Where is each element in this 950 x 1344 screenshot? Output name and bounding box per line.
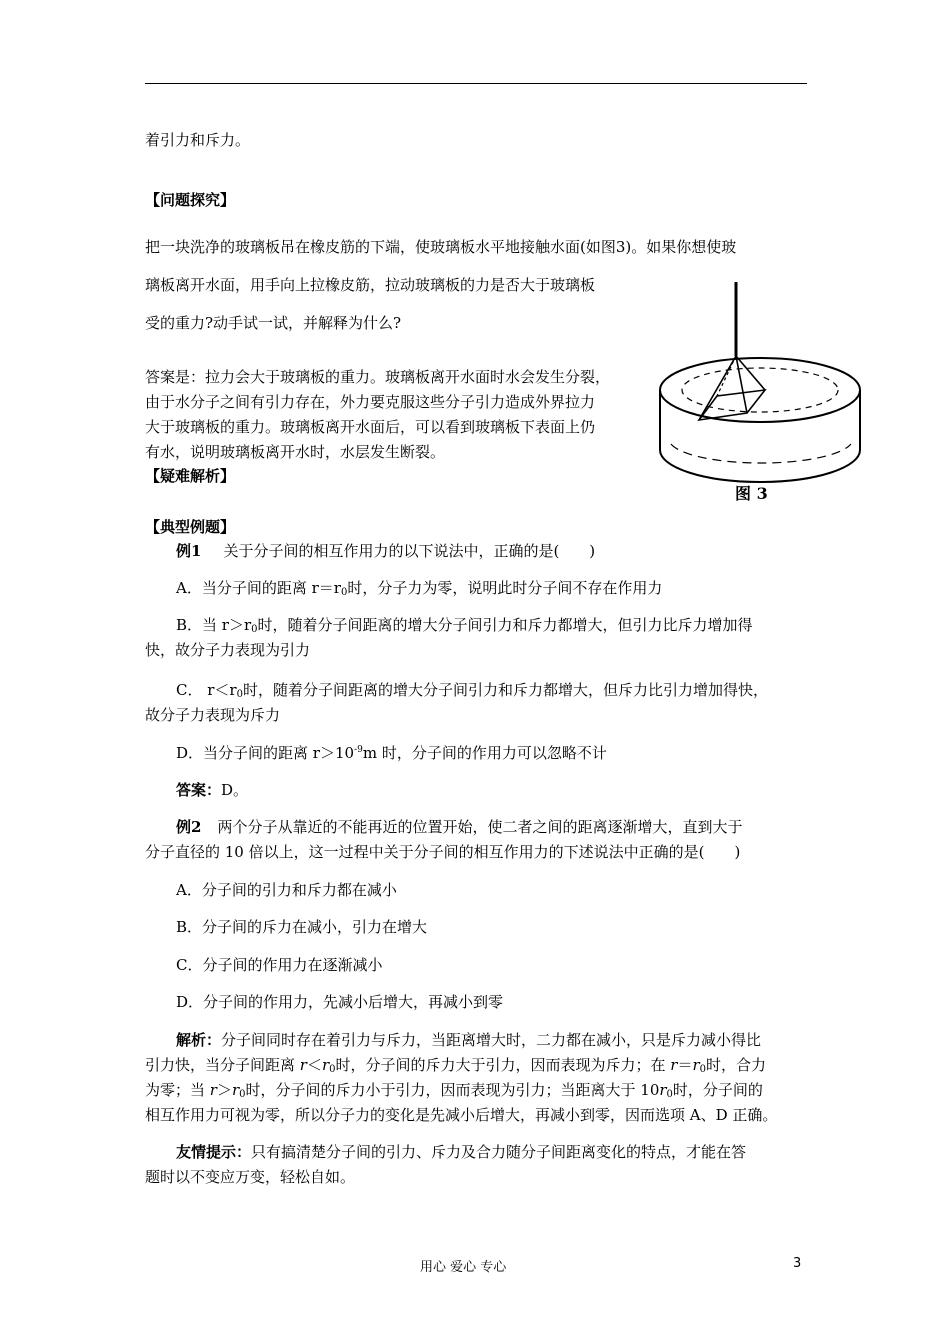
example-1-question: 关于分子间的相互作用力的以下说法中，正确的是( ) xyxy=(223,542,596,560)
example-1-option-d: D．当分子间的距离 $r>10^{-9}m$ 时，分子间的作用力可以忽略不计 xyxy=(176,744,607,762)
analysis-line-4: 相互作用力可视为零，所以分子力的变化是先减小后增大，再减小到零，因而选项 A、D 正确。 xyxy=(145,1106,778,1124)
example-1-option-b-line-2: 快，故分子力表现为引力 xyxy=(145,641,311,659)
answer-line-4: 有水，说明玻璃板离开水时，水层发生断裂。 xyxy=(145,443,446,461)
answer-line-2: 由于水分子之间有引力存在，外力要克服这些分子引力造成外界拉力 xyxy=(145,393,596,411)
section-heading-difficult: 【疑难解析】 xyxy=(145,467,236,485)
example-1-stem xyxy=(176,541,595,561)
example-2-label: 例2 xyxy=(176,818,202,836)
figure-glass-plate xyxy=(655,278,865,508)
example-1-answer: 答案：D。 xyxy=(176,781,249,799)
explore-line-1: 把一块洗净的玻璃板吊在橡皮筋的下端，使玻璃板水平地接触水面(如图3)。如果你想使玻 xyxy=(145,238,737,256)
example-1-option-a: A．当分子间的距离 $r=r_0$时，分子力为零，说明此时分子间不存在作用力 xyxy=(176,579,663,598)
example-2-option-c: C．分子间的作用力在逐渐减小 xyxy=(176,956,383,974)
analysis-line-2: 引力快，当分子间距离 $r<r_0$时，分子间的斥力大于引力，因而表现为斥力；在 $r=r_0$时，合力 xyxy=(145,1056,767,1075)
example-2-stem-line-1: 例2 两个分子从靠近的不能再近的位置开始，使二者之间的距离逐渐增大，直到大于 xyxy=(176,818,743,836)
analysis-line-1: 解析：分子间同时存在着引力与斥力，当距离增大时，二力都在减小，只是斥力减小得比 xyxy=(176,1031,762,1049)
section-heading-explore: 【问题探究】 xyxy=(145,191,236,209)
example-2-stem-line-2: 分子直径的 10 倍以上，这一过程中关于分子间的相互作用力的下述说法中正确的是( ) xyxy=(145,843,741,861)
header-rule xyxy=(145,83,807,84)
analysis-line-3: 为零；当 $r>r_0$时，分子间的斥力小于引力，因而表现为引力；当距离大于 $10r_0$时，分子间的 xyxy=(145,1081,763,1100)
example-2-option-d: D．分子间的作用力，先减小后增大，再减小到零 xyxy=(176,993,504,1011)
example-1-label: 例1 xyxy=(176,542,202,560)
answer-line-1: 答案是：拉力会大于玻璃板的重力。玻璃板离开水面时水会发生分裂， xyxy=(145,368,611,386)
footer-slogan: 用心 爱心 专心 xyxy=(420,1260,507,1275)
example-1-option-c-line-1: C． $r<r_0$时，随着分子间距离的增大分子间引力和斥力都增大，但斥力比引力增加得快， xyxy=(176,681,768,700)
example-1-option-c-line-2: 故分子力表现为斥力 xyxy=(145,706,281,724)
explore-line-3: 受的重力?动手试一试，并解释为什么? xyxy=(145,314,402,332)
section-heading-examples: 【典型例题】 xyxy=(145,518,236,536)
page-number: 3 xyxy=(793,1256,802,1271)
example-2-option-a: A．分子间的引力和斥力都在减小 xyxy=(176,881,397,899)
example-1-option-b-line-1: B．当 $r>r_0$时，随着分子间距离的增大分子间引力和斥力都增大，但引力比斥力增加得 xyxy=(176,616,753,635)
tip-line-1: 友情提示：只有搞清楚分子间的引力、斥力及合力随分子间距离变化的特点，才能在答 xyxy=(176,1143,747,1161)
figure-caption: 图 3 xyxy=(735,484,768,503)
answer-line-3: 大于玻璃板的重力。玻璃板离开水面后，可以看到玻璃板下表面上仍 xyxy=(145,418,596,436)
tip-line-2: 题时以不变应万变，轻松自如。 xyxy=(145,1168,356,1186)
example-2-option-b: B．分子间的斥力在减小，引力在增大 xyxy=(176,918,428,936)
explore-line-2: 璃板离开水面，用手向上拉橡皮筋，拉动玻璃板的力是否大于玻璃板 xyxy=(145,276,596,294)
continued-line: 着引力和斥力。 xyxy=(145,131,251,149)
